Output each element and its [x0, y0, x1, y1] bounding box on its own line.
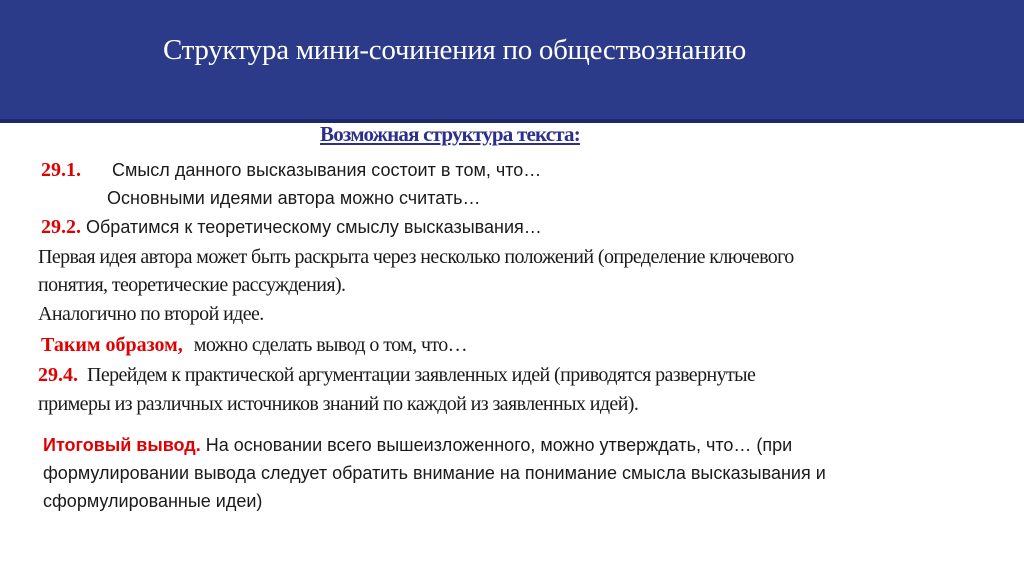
page-title: Структура мини-сочинения по обществознанию: [163, 34, 746, 66]
line-main-ideas: Основными идеями автора можно считать…: [107, 188, 481, 208]
final-conclusion-line-3: сформулированные идеи): [43, 491, 263, 511]
final-conclusion-label: Итоговый вывод.: [43, 435, 201, 455]
title-banner: [0, 0, 1024, 123]
section-subtitle: Возможная структура текста:: [320, 122, 580, 146]
conclusion-marker: Таким образом,: [41, 334, 183, 356]
point-number: 29.1.: [41, 159, 81, 181]
line-text: Смысл данного высказывания состоит в том, что…: [112, 160, 542, 180]
line-second-idea: Аналогично по второй идее.: [38, 303, 264, 325]
line-examples: примеры из различных источников знаний по каждой из заявленных идей).: [38, 393, 639, 415]
final-conclusion-line: [43, 434, 792, 457]
line-29-1: [41, 159, 541, 182]
line-29-4: [38, 364, 755, 387]
point-number: 29.4.: [38, 364, 78, 386]
line-text: можно сделать вывод о том, что…: [193, 334, 468, 356]
final-conclusion-line-2: формулировании вывода следует обратить внимание на понимание смысла высказывания и: [43, 463, 826, 483]
line-text: Перейдем к практической аргументации заявленных идей (приводятся развернутые: [87, 364, 756, 386]
line-concept: понятия, теоретические рассуждения).: [38, 274, 346, 296]
line-29-2: [41, 216, 542, 239]
line-text: Обратимся к теоретическому смыслу высказывания…: [86, 217, 542, 237]
line-text: На основании всего вышеизложенного, можно утверждать, что… (при: [205, 435, 793, 455]
line-first-idea: Первая идея автора может быть раскрыта через несколько положений (определение ключевого: [38, 246, 794, 268]
line-conclusion: [41, 334, 467, 357]
point-number: 29.2.: [41, 216, 81, 238]
